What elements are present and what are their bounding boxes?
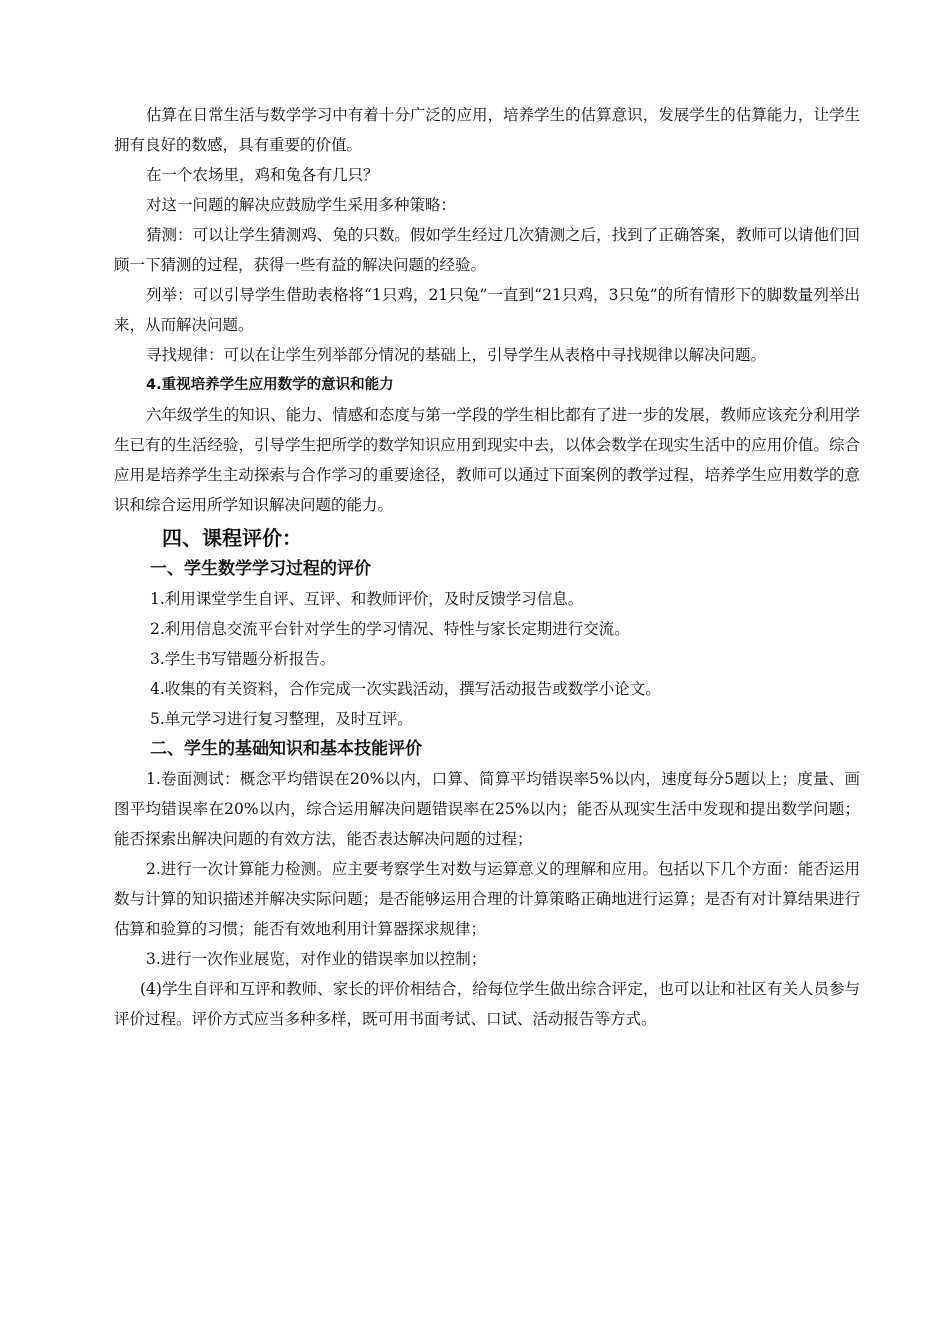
paragraph-calculation-test: 2.进行一次计算能力检测。应主要考察学生对数与运算意义的理解和应用。包括以下几个方面：能否运用数与计算的知识描述并解决实际问题；是否能够运用合理的计算策略正确地进行运算；是否有对计算结果进行估算和验算的习惯；能否有效地利用计算器探求规律；	[114, 860, 860, 938]
section-heading-skills: 二、学生的基础知识和基本技能评价	[150, 739, 422, 759]
section-heading-process: 一、学生数学学习过程的评价	[150, 559, 371, 579]
list-item: 5.单元学习进行复习整理，及时互评。	[150, 710, 413, 728]
subheading-application: 4.重视培养学生应用数学的意识和能力	[146, 377, 394, 393]
heading-course-evaluation: 四、课程评价：	[162, 526, 302, 550]
paragraph-homework: 3.进行一次作业展览，对作业的错误率加以控制；	[146, 950, 487, 968]
list-item: 3.学生书写错题分析报告。	[150, 650, 336, 668]
paragraph-list: 列举：可以引导学生借助表格将“1只鸡，21只兔”一直到“21只鸡，3只兔”的所有情形下的脚数量列举出来，从而解决问题。	[114, 286, 860, 334]
paragraph-estimation: 估算在日常生活与数学学习中有着十分广泛的应用，培养学生的估算意识，发展学生的估算能力，让学生拥有良好的数感，具有重要的价值。	[114, 106, 860, 154]
paragraph-exam: 1.卷面测试：概念平均错误在20%以内，口算、简算平均错误率5%以内，速度每分5题以上；度量、画图平均错误率在20%以内，综合运用解决问题错误率在25%以内；能否从现实生活中发现和提出数学问题；能否探索出解决问题的有效方法，能否表达解决问题的过程；	[114, 770, 860, 848]
document-body	[114, 100, 860, 1034]
paragraph-grade-six: 六年级学生的知识、能力、情感和态度与第一学段的学生相比都有了进一步的发展，教师应该充分利用学生已有的生活经验，引导学生把所学的数学知识应用到现实中去，以体会数学在现实生活中的应用价值。综合应用是培养学生主动探索与合作学习的重要途径，教师可以通过下面案例的教学过程，培养学生应用数学的意识和综合运用所学知识解决问题的能力。	[114, 406, 860, 514]
paragraph-farm-question: 在一个农场里，鸡和兔各有几只？	[146, 166, 379, 184]
list-item: 1.利用课堂学生自评、互评、和教师评价，及时反馈学习信息。	[150, 590, 584, 608]
paragraph-pattern: 寻找规律：可以在让学生列举部分情况的基础上，引导学生从表格中寻找规律以解决问题。	[146, 346, 767, 364]
list-item: 2.利用信息交流平台针对学生的学习情况、特性与家长定期进行交流。	[150, 620, 630, 638]
paragraph-comprehensive: (4)学生自评和互评和教师、家长的评价相结合，给每位学生做出综合评定，也可以让和社区有关人员参与评价过程。评价方式应当多种多样，既可用书面考试、口试、活动报告等方式。	[114, 980, 860, 1028]
paragraph-guess: 猜测：可以让学生猜测鸡、兔的只数。假如学生经过几次猜测之后，找到了正确答案，教师可以请他们回顾一下猜测的过程，获得一些有益的解决问题的经验。	[114, 226, 860, 274]
paragraph-strategies: 对这一问题的解决应鼓励学生采用多种策略：	[146, 196, 457, 214]
list-item: 4.收集的有关资料，合作完成一次实践活动，撰写活动报告或数学小论文。	[150, 680, 661, 698]
